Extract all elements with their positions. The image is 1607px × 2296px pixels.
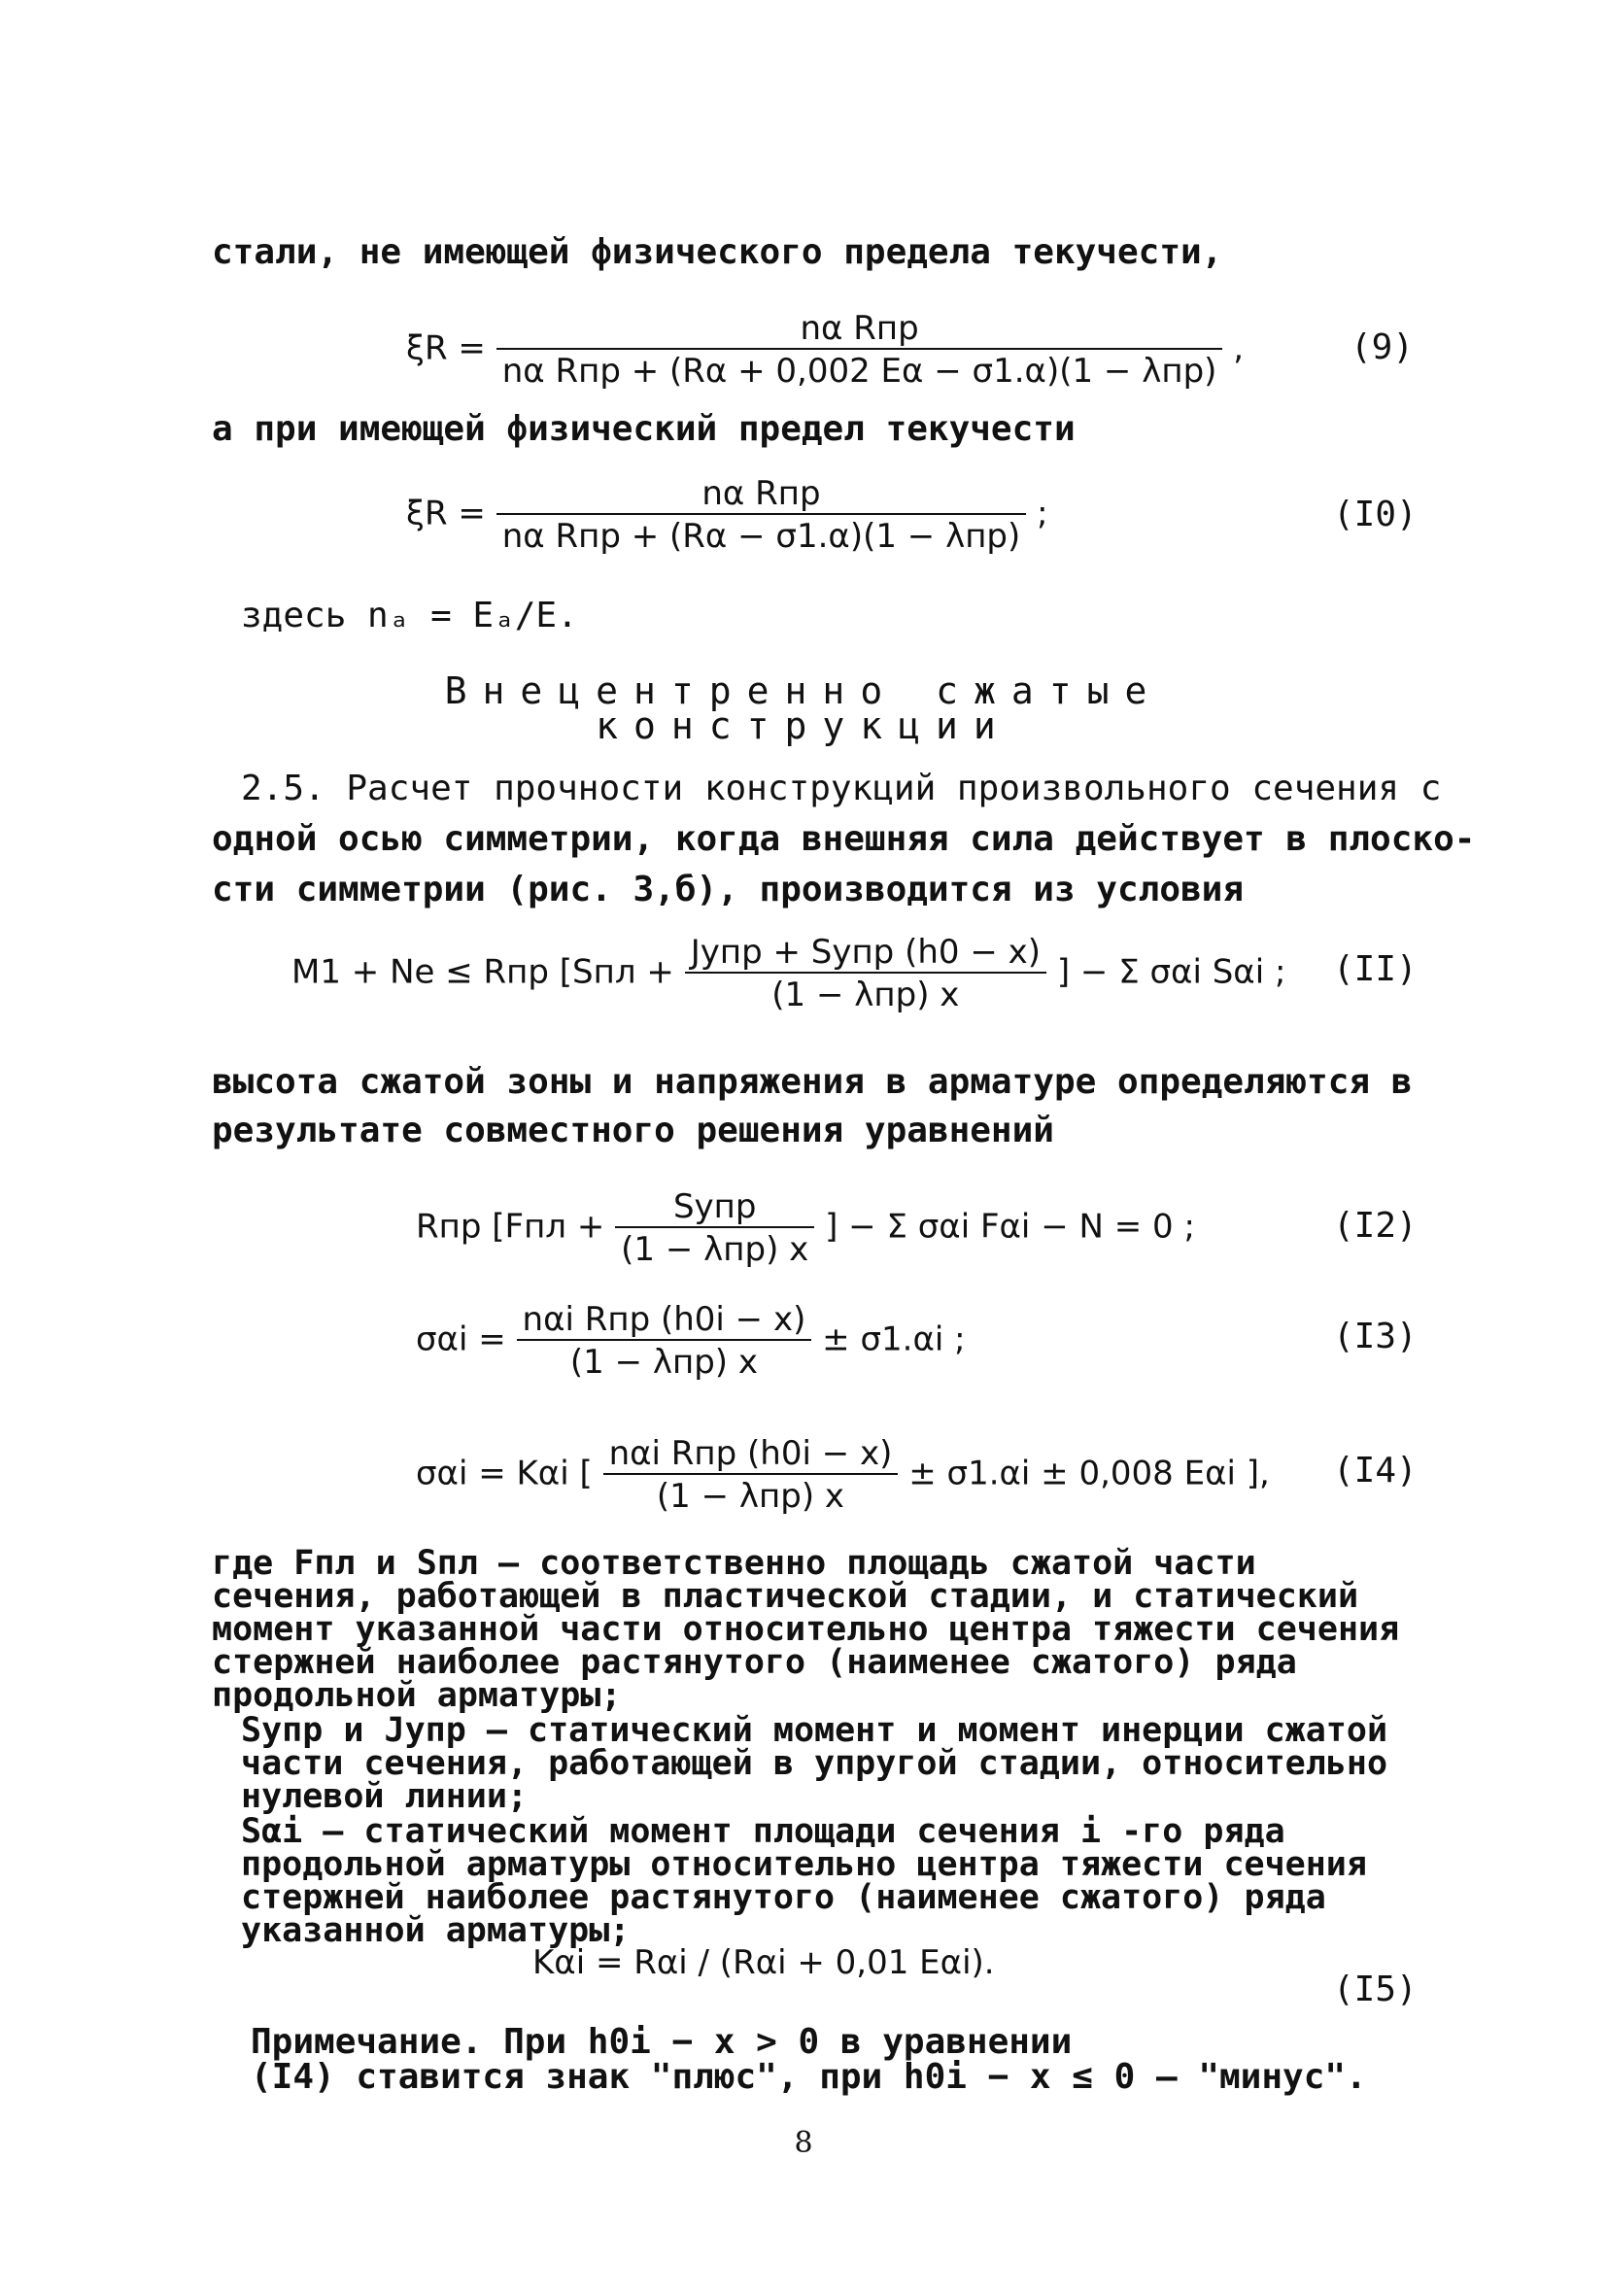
definition-item: Sупр и Jупр – статический момент и момент инерции сжатой части сечения, работающей в упругой стадии, относительно нулевой линии;	[241, 1711, 1388, 1816]
text-line: стали, не имеющей физического предела текучести,	[212, 232, 1223, 272]
eq-fraction	[603, 1434, 899, 1516]
eq-lhs: M1 + Ne ≤ Rпр [Sпл +	[291, 952, 674, 992]
definition-item: Sαi – статический момент площади сечения i -го ряда продольной арматуры относительно центра тяжести сечения стержней наиболее растянутого (наименее сжатого) ряда указанной арматуры;	[241, 1812, 1367, 1950]
equation-13	[416, 1300, 966, 1382]
equation-number: (I3)	[1333, 1317, 1418, 1356]
equation-14	[416, 1434, 1270, 1516]
equation-number: (I4)	[1333, 1451, 1418, 1491]
note-line: Примечание. При h0i − x > 0 в уравнении	[251, 2022, 1073, 2062]
equation-number: (I2)	[1333, 1206, 1418, 1246]
eq-tail: ± σ1.αi ± 0,008 Eαi ],	[908, 1454, 1270, 1493]
eq-lhs: σαi = Kαi [	[416, 1454, 593, 1493]
eq-denominator: (1 − λпр) x	[603, 1473, 899, 1516]
note-line: (I4) ставится знак "плюс", при h0i − x ≤ 0 – "минус".	[251, 2057, 1367, 2097]
equation-number: (II)	[1333, 949, 1418, 989]
eq-fraction	[517, 1300, 812, 1382]
eq-numerator: nα Rпр	[701, 474, 821, 513]
text-line: высота сжатой зоны и напряжения в арматуре определяются в	[212, 1062, 1413, 1102]
eq-tail: ,	[1233, 328, 1245, 368]
section-heading: конструкции	[596, 704, 1011, 747]
equation-number: (I0)	[1333, 495, 1418, 534]
eq-numerator: Sупр	[672, 1187, 757, 1226]
equation-15: Kαi = Rαi / (Rαi + 0,01 Eαi).	[532, 1943, 995, 1982]
eq-numerator: Jупр + Sупр (h0 − x)	[690, 933, 1042, 972]
page-number: 8	[794, 2126, 813, 2160]
eq-lhs: ξR =	[406, 328, 486, 368]
eq-tail: ] − Σ σαi Sαi ;	[1056, 952, 1286, 992]
eq-numerator: nαi Rпр (h0i − x)	[522, 1300, 806, 1339]
eq-lhs: σαi =	[416, 1319, 506, 1359]
section-heading: Внецентренно сжатые	[444, 669, 1163, 712]
eq-lhs: ξR =	[406, 494, 486, 533]
text-line: а при имеющей физический предел текучести	[212, 409, 1076, 449]
eq-denominator: (1 − λпр) x	[685, 972, 1046, 1014]
equation-12	[416, 1187, 1195, 1269]
text-line: результате совместного решения уравнений	[212, 1111, 1054, 1150]
eq-numerator: nα Rпр	[800, 309, 919, 348]
definition-item: где Fпл и Sпл – соответственно площадь сжатой части сечения, работающей в пластической стадии, и статический момент указанной части относительно центра тяжести сечения стержней наиболее растянутого (наименее сжатого) ряда продольной арматуры;	[212, 1544, 1400, 1715]
eq-fraction	[496, 309, 1223, 391]
eq-numerator: nαi Rпр (h0i − x)	[608, 1434, 893, 1473]
text-line: здесь nₐ = Eₐ/E.	[241, 596, 578, 635]
eq-denominator: nα Rпр + (Rα + 0,002 Eα − σ1.α)(1 − λпр)	[496, 348, 1223, 391]
text-line: сти симметрии (рис. 3,б), производится из условия	[212, 870, 1245, 909]
text-line: одной осью симметрии, когда внешняя сила действует в плоско-	[212, 819, 1476, 859]
equation-number: (9)	[1351, 327, 1415, 367]
eq-fraction	[496, 474, 1027, 556]
text-line: 2.5. Расчет прочности конструкций произвольного сечения с	[241, 769, 1442, 808]
eq-denominator: (1 − λпр) x	[615, 1226, 814, 1269]
eq-denominator: (1 − λпр) x	[517, 1339, 812, 1382]
eq-denominator: nα Rпр + (Rα − σ1.α)(1 − λпр)	[496, 513, 1027, 556]
equation-10	[406, 474, 1048, 556]
eq-fraction	[685, 933, 1046, 1014]
eq-tail: ] − Σ σαi Fαi − N = 0 ;	[825, 1207, 1195, 1247]
eq-tail: ;	[1037, 494, 1048, 533]
equation-9	[406, 309, 1244, 391]
definition-block	[212, 1544, 1407, 1950]
equation-number: (I5)	[1333, 1970, 1418, 2009]
eq-fraction	[615, 1187, 814, 1269]
eq-lhs: Rпр [Fпл +	[416, 1207, 605, 1247]
equation-11	[291, 933, 1285, 1014]
eq-tail: ± σ1.αi ;	[822, 1319, 966, 1359]
